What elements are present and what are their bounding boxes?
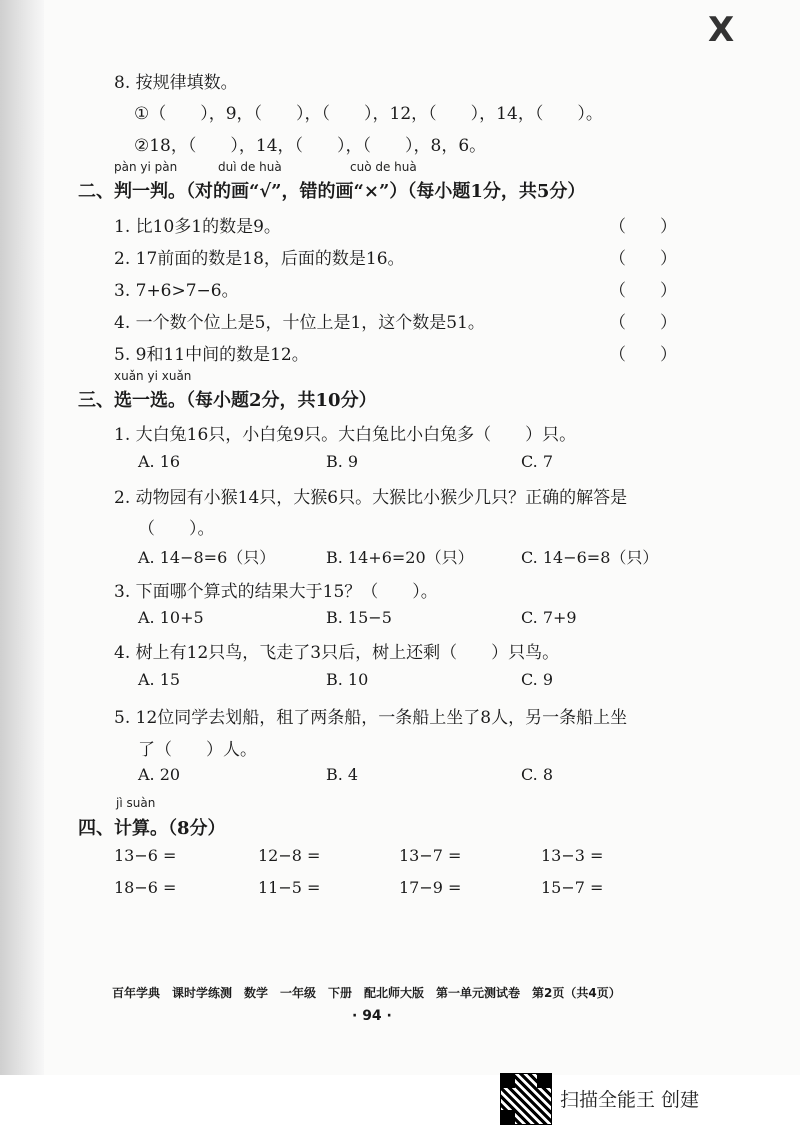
choice-q2-b[interactable]: B. 14+6=20（只） (326, 548, 474, 567)
judge-item-4: 4. 一个数个位上是5，十位上是1，这个数是51。 (114, 313, 485, 333)
calc-5[interactable]: 18−6 = (114, 878, 177, 897)
choice-q4-b[interactable]: B. 10 (326, 670, 369, 689)
choice-q5: 5. 12位同学去划船，租了两条船，一条船上坐了8人，另一条船上坐 (114, 708, 628, 728)
choice-q5-b[interactable]: B. 4 (326, 765, 359, 784)
judge-answer-2[interactable]: （ ） (609, 249, 677, 269)
section-3-title: 三、选一选。（每小题2分，共10分） (78, 390, 377, 411)
judge-item-2: 2. 17前面的数是18，后面的数是16。 (114, 249, 405, 269)
choice-q5-a[interactable]: A. 20 (138, 765, 181, 784)
choice-q3-c[interactable]: C. 7+9 (521, 608, 577, 627)
calc-2[interactable]: 12−8 = (258, 846, 321, 865)
choice-q2-c[interactable]: C. 14−6=8（只） (521, 548, 659, 567)
judge-answer-5[interactable]: （ ） (609, 345, 677, 365)
calc-6[interactable]: 11−5 = (258, 878, 321, 897)
choice-q5-blank: 了（ ）人。 (138, 740, 257, 760)
qr-code-icon (500, 1073, 552, 1125)
choice-q5-c[interactable]: C. 8 (521, 765, 554, 784)
page-number: · 94 · (352, 1008, 392, 1024)
choice-q1-b[interactable]: B. 9 (326, 452, 359, 471)
choice-q4-a[interactable]: A. 15 (138, 670, 181, 689)
choice-q1: 1. 大白兔16只，小白兔9只。大白兔比小白兔多（ ）只。 (114, 425, 577, 445)
choice-q2-a[interactable]: A. 14−8=6（只） (138, 548, 276, 567)
section-4-title: 四、计算。（8分） (78, 818, 226, 839)
choice-q4: 4. 树上有12只鸟，飞走了3只后，树上还剩（ ）只鸟。 (114, 643, 560, 663)
close-x-icon[interactable]: X (708, 10, 735, 50)
judge-answer-4[interactable]: （ ） (609, 313, 677, 333)
judge-item-3: 3. 7+6>7−6。 (114, 281, 239, 301)
q8-title: 8. 按规律填数。 (114, 73, 238, 93)
calc-7[interactable]: 17−9 = (399, 878, 462, 897)
calc-8[interactable]: 15−7 = (541, 878, 604, 897)
pinyin-xuan: xuǎn yi xuǎn (114, 369, 192, 383)
judge-answer-1[interactable]: （ ） (609, 217, 677, 237)
page-footer: 百年学典 课时学练测 数学 一年级 下册 配北师大版 第一单元测试卷 第2页（共4页） (112, 986, 621, 1000)
scanner-watermark: 扫描全能王 创建 (560, 1089, 700, 1111)
q8-line-2: ②18，（ ），14，（ ），（ ），8，6。 (134, 136, 487, 156)
choice-q3: 3. 下面哪个算式的结果大于15？（ ）。 (114, 582, 438, 602)
calc-1[interactable]: 13−6 = (114, 846, 177, 865)
pinyin-ji-suan: jì suàn (116, 796, 156, 810)
q8-line-1: ①（ ），9，（ ），（ ），12，（ ），14，（ ）。 (134, 104, 603, 124)
calc-3[interactable]: 13−7 = (399, 846, 462, 865)
pinyin-cuo: cuò de huà (350, 160, 417, 174)
choice-q3-b[interactable]: B. 15−5 (326, 608, 392, 627)
judge-answer-3[interactable]: （ ） (609, 281, 677, 301)
section-2-title: 二、判一判。（对的画“√”，错的画“×”）（每小题1分，共5分） (78, 181, 586, 202)
calc-4[interactable]: 13−3 = (541, 846, 604, 865)
judge-item-5: 5. 9和11中间的数是12。 (114, 345, 309, 365)
choice-q4-c[interactable]: C. 9 (521, 670, 554, 689)
choice-q3-a[interactable]: A. 10+5 (138, 608, 204, 627)
pinyin-dui: duì de huà (218, 160, 282, 174)
pinyin-pan: pàn yi pàn (114, 160, 178, 174)
choice-q2-blank: （ ）。 (138, 519, 215, 539)
choice-q2: 2. 动物园有小猴14只，大猴6只。大猴比小猴少几只？正确的解答是 (114, 488, 628, 508)
judge-item-1: 1. 比10多1的数是9。 (114, 217, 281, 237)
book-spine-shadow (0, 0, 44, 1075)
choice-q1-c[interactable]: C. 7 (521, 452, 554, 471)
choice-q1-a[interactable]: A. 16 (138, 452, 181, 471)
